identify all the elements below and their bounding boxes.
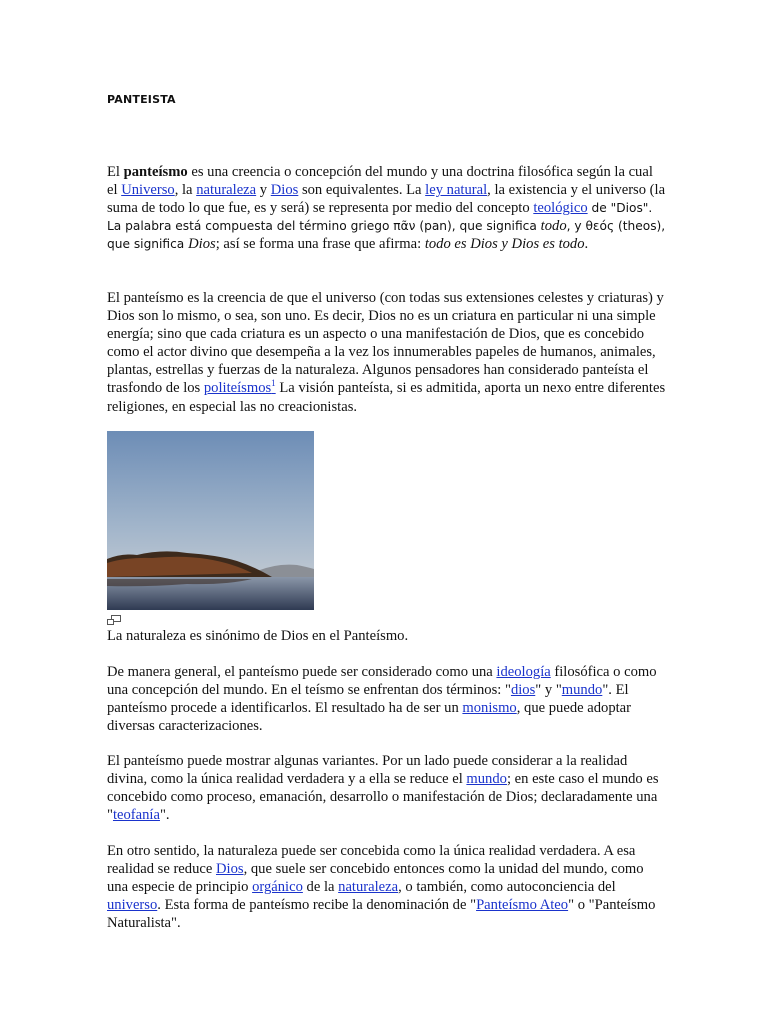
text: ; así se forma una frase que afirma: xyxy=(215,236,425,253)
text: , que suele ser concebido entonces como la unidad del mundo, como una especie de principio xyxy=(107,861,644,896)
text: , la existencia y el universo (la suma de todo lo que fue, es y será) se representa por medio del concepto xyxy=(107,182,666,217)
document-title: PANTEISTA xyxy=(107,93,176,106)
landscape-photo[interactable] xyxy=(107,431,314,610)
italic-text: todo xyxy=(540,218,567,235)
text: ". xyxy=(159,807,170,824)
text: " y " xyxy=(535,682,562,699)
footnote-marker: 1 xyxy=(271,378,276,389)
text: son equivalentes. La xyxy=(298,182,426,199)
text: es una creencia o concepción del mundo y una doctrina filosófica según la cual el xyxy=(107,164,653,199)
link-naturaleza[interactable]: naturaleza xyxy=(338,879,399,896)
text: , que puede adoptar diversas caracterizaciones. xyxy=(107,700,632,735)
text: , y θεός (theos), que significa xyxy=(107,219,666,252)
text: , o también, como autoconciencia del xyxy=(398,879,616,896)
image-caption: La naturaleza es sinónimo de Dios en el Panteísmo. xyxy=(107,628,409,644)
link-organico[interactable]: orgánico xyxy=(252,879,303,896)
link-mundo[interactable]: mundo xyxy=(466,771,507,788)
link-ley-natural[interactable]: ley natural xyxy=(425,182,488,199)
text: . Esta forma de panteísmo recibe la denominación de " xyxy=(157,897,477,914)
link-dios[interactable]: dios xyxy=(510,682,536,699)
paragraph-ideology xyxy=(107,663,667,735)
enlarge-icon[interactable] xyxy=(107,615,121,625)
text: El panteísmo es la creencia de que el universo (con todas sus extensiones celestes y criaturas) y Dios son lo mismo, o sea, son uno. Es decir, Dios no es un criatura en particular ni una simple energía; sino que cada criatura es un aspecto o una manifestación de Dios, que es concebido como el actor divino que desempeña a la vez los innumerables papeles de humanos, animales, plantas, estrellas y fuerzas de la naturaleza. Algunos pensadores han considerado panteísta el trasfondo de los xyxy=(107,290,664,397)
link-dios[interactable]: Dios xyxy=(270,182,299,199)
paragraph-definition xyxy=(107,163,667,253)
link-panteismo-ateo[interactable]: Panteísmo Ateo xyxy=(476,897,569,914)
link-teologico[interactable]: teológico xyxy=(533,200,588,217)
link-politeismos[interactable] xyxy=(204,380,276,396)
text: . xyxy=(584,236,589,253)
link-naturaleza[interactable]: naturaleza xyxy=(196,182,257,199)
text: , la xyxy=(174,182,197,199)
link-ideologia[interactable]: ideología xyxy=(496,664,551,680)
text: " o "Panteísmo Naturalista". xyxy=(107,897,656,932)
link-monismo[interactable]: monismo xyxy=(462,700,517,717)
link-mundo[interactable]: mundo xyxy=(561,682,603,699)
text: y xyxy=(256,182,271,199)
link-universo[interactable]: universo xyxy=(107,897,158,914)
text: ; en este caso el mundo es concebido como proceso, emanación, desarrollo o manifestación de Dios; declaradamente una " xyxy=(107,771,659,824)
italic-text: todo es Dios y Dios es todo xyxy=(424,236,585,253)
paragraph-naturalist xyxy=(107,842,667,932)
text: El panteísmo puede mostrar algunas variantes. Por un lado puede considerar a la realidad divina, como la única realidad verdadera y a ella se reduce el xyxy=(107,753,628,788)
text: El xyxy=(107,164,124,180)
link-label: politeísmos xyxy=(203,380,272,397)
link-universo[interactable]: Universo xyxy=(121,182,175,199)
italic-text: Dios xyxy=(188,236,216,253)
text: En otro sentido, la naturaleza puede ser concebida como la única realidad verdadera. A esa realidad se reduce xyxy=(107,843,636,878)
text: De manera general, el panteísmo puede ser considerado como una xyxy=(107,664,497,680)
paragraph-variants xyxy=(107,752,667,824)
link-dios[interactable]: Dios xyxy=(215,861,244,878)
text: La visión panteísta, si es admitida, aporta un nexo entre diferentes religiones, en especial las no creacionistas. xyxy=(107,380,666,415)
link-teofania[interactable]: teofanía xyxy=(112,807,160,824)
text: de la xyxy=(302,879,339,896)
paragraph-belief xyxy=(107,289,667,416)
term-panteismo: panteísmo xyxy=(123,164,188,180)
text: ". El panteísmo procede a identificarlos. El resultado ha de ser un xyxy=(107,682,629,717)
text: filosófica o como una concepción del mundo. En el teísmo se enfrentan dos términos: " xyxy=(107,664,657,699)
text: de "Dios". La palabra está compuesta del término griego πᾶν (pan), que significa xyxy=(107,201,653,234)
